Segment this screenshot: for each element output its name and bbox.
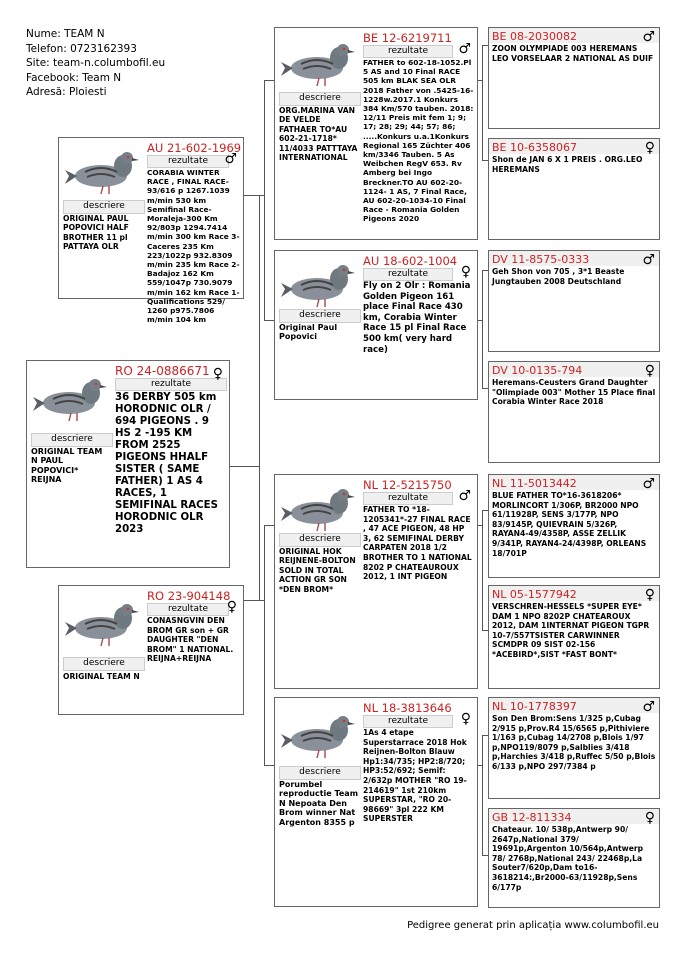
race-results: CORABIA WINTER RACE , FINAL RACE-93/616 p 1267.1039 m/min 530 km Semifinal Race-Moraleja-300 Km 92/803p 1294.7414 m/min 300 km Race 3-Caceres 235 Km 223/1022p 932.8309 m/min 235 km Race 2-Badajoz 162 Km 559/1047p 730.9079 m/min 162 km Race 1-Qualifications 529/ 1260 p975.7806 m/min 104 km: [147, 168, 240, 325]
owner-info: ORG.MARINA VAN DE VELDE FATHAER TO*AU 602-21-1718* 11/4033 PATTTAYA INTERNATIONAL: [279, 106, 358, 163]
race-results: 36 DERBY 505 km HORODNIC OLR / 694 PIGEONS . 9 HS 2 -195 KM FROM 2525 PIGEONS HHALF SISTER ( SAME FATHER) 1 AS 4 RACES, 1 SEMIFINAL RACES HORODNIC OLR 2023: [115, 392, 218, 535]
male-icon: ♂: [224, 151, 237, 167]
owner-info: ORIGINAL TEAM N PAUL POPOVICI* REIJNA: [31, 447, 103, 485]
ring-number[interactable]: RO 24-0886671: [115, 364, 210, 378]
male-icon: ♂: [642, 699, 655, 715]
descriere-label: descriere: [279, 92, 361, 106]
paternal-grandmother-card[interactable]: [274, 250, 478, 400]
ring-number[interactable]: BE 10-6358067: [492, 141, 577, 154]
ring-number[interactable]: BE 12-6219711: [363, 31, 452, 45]
owner-phone: Telefon: 0723162393: [26, 42, 137, 55]
maternal-grandmother-card[interactable]: [274, 697, 478, 907]
ancestor-card[interactable]: [488, 808, 660, 908]
mother-card[interactable]: [58, 585, 244, 715]
connector: [264, 765, 274, 766]
descriere-label: descriere: [279, 766, 361, 780]
rezultate-label: rezultate: [363, 715, 453, 728]
connector: [264, 80, 265, 320]
race-results: Fly on 2 Olr : Romania Golden Pigeon 161 place Final Race 430 km, Corabia Winter Race 15 pl Final Race 500 km( very hard race): [363, 281, 471, 355]
connector: [259, 195, 260, 600]
pigeon-photo: [279, 32, 359, 92]
descriere-label: descriere: [31, 433, 113, 447]
male-icon: ♂: [458, 41, 471, 57]
ring-number[interactable]: NL 18-3813646: [363, 701, 452, 715]
female-icon: ♀: [226, 599, 237, 615]
race-results: Shon de JAN 6 X 1 PREIS . ORG.LEO HEREMANS: [492, 155, 643, 174]
ancestor-card[interactable]: [488, 27, 660, 129]
ancestor-card[interactable]: [488, 474, 660, 578]
descriere-label: descriere: [63, 200, 145, 214]
ancestor-card[interactable]: [488, 138, 660, 240]
ring-number[interactable]: AU 21-602-1969: [147, 141, 242, 155]
rezultate-label: rezultate: [363, 492, 453, 505]
race-results: Heremans-Ceusters Grand Daughter "Olimpiade 003" Mother 15 Place final Corabia Winter Race 2018: [492, 378, 656, 407]
race-results: FATHER to 602-18-1052.Pl 5 AS and 10 Final RACE 505 km BLAK SEA OLR 2018 Father von .5425-16-1228w.2017.1 Konkurs 384 Km/570 tauben. 2018: 12/11 Preis mit fem 1; 9; 17; 28; 29; 44; 57; 86; .....Konkurs u.a.1Konkurs Regional 165 Züchter 406 km/3346 Tauben. 5 As Weibchen RegV 653. Rv Amberg bei Ingo Breckner.TO AU 602-20-1124- 1 AS, 7 Final Race, AU 602-20-1034-10 Final Race - Romania Golden Pigeons 2020: [363, 58, 474, 224]
rezultate-label: rezultate: [363, 268, 453, 281]
rezultate-label: rezultate: [147, 155, 229, 168]
owner-name: Nume: TEAM N: [26, 28, 105, 40]
ring-number[interactable]: NL 10-1778397: [492, 700, 577, 713]
male-icon: ♂: [642, 252, 655, 268]
pigeon-photo: [63, 142, 143, 198]
race-results: FATHER TO *18-1205341*-27 FINAL RACE , 47 ACE PIGEON, 48 HP 3, 62 SEMIFINAL DERBY CARPATEN 2018 1/2 BROTHER TO 1 NATIONAL 8202 P CHATEAUROUX 2012, 1 INT PIGEON: [363, 505, 472, 582]
race-results: BLUE FATHER TO*16-3618206* MORLINCORT 1/306P, BR2000 NPO 61/11928P, SENS 3/177P, NPO 83/9145P, QUIEVRAIN 5/326P, RAYAN4-49/4358P, ASSE ZELLIK 9/341P, RAYAN4-24/4398P, ORLEANS 18/701P: [492, 491, 647, 558]
rezultate-label: rezultate: [115, 378, 227, 391]
race-results: Geh Shon von 705 , 3*1 Beaste Jungtauben 2008 Deutschland: [492, 267, 625, 286]
descriere-label: descriere: [279, 533, 361, 547]
subject-card[interactable]: [26, 360, 230, 568]
rezultate-label: rezultate: [147, 603, 229, 616]
ancestor-card[interactable]: [488, 697, 660, 799]
ring-number[interactable]: NL 12-5215750: [363, 478, 452, 492]
ring-number[interactable]: AU 18-602-1004: [363, 254, 458, 268]
race-results: Son Den Brom:Sens 1/325 p,Cubag 2/915 p,Prov.R4 15/6565 p,Pithiviere 1/163 p,Cubag 14/2708 p,Blois 1/97 p,NPO119/8079 p,Salblies 3/418 p,Harchies 3/418 p,Ruffec 5/50 p,Blois 6/133 p,NPO 297/7384 p: [492, 714, 656, 771]
ring-number[interactable]: GB 12-811334: [492, 811, 572, 824]
connector: [482, 735, 483, 855]
female-icon: ♀: [644, 363, 655, 379]
ancestor-card[interactable]: [488, 250, 660, 352]
connector: [264, 525, 265, 765]
race-results: VERSCHREN-HESSELS *SUPER EYE* DAM 1 NPO 8202P CHATEAROUX 2012, DAM 1INTERNAT PIGEON TGPR 10-7/557TSISTER CARWINNER SCMDPR 09 SIST 02-156 *ACEBIRD*,SIST *FAST BONT*: [492, 602, 650, 659]
pigeon-photo: [31, 365, 111, 431]
race-results: CONASNGVIN DEN BROM GR son + GR DAUGHTER "DEN BROM" 1 NATIONAL. REIJNA+REIJNA: [147, 616, 234, 664]
maternal-grandfather-card[interactable]: [274, 474, 478, 689]
ring-number[interactable]: DV 10-0135-794: [492, 364, 583, 377]
pigeon-photo: [63, 590, 143, 656]
pigeon-photo: [279, 255, 359, 311]
ring-number[interactable]: RO 23-904148: [147, 589, 231, 603]
female-icon: ♀: [460, 264, 471, 280]
male-icon: ♂: [642, 476, 655, 492]
pigeon-photo: [279, 702, 359, 764]
connector: [229, 466, 259, 467]
male-icon: ♂: [458, 488, 471, 504]
father-card[interactable]: [58, 137, 244, 325]
pigeon-photo: [279, 479, 359, 535]
paternal-grandfather-card[interactable]: [274, 27, 478, 240]
descriere-label: descriere: [63, 657, 145, 671]
ancestor-card[interactable]: [488, 585, 660, 689]
owner-info: ORIGINAL TEAM N: [63, 672, 140, 681]
connector: [264, 320, 274, 321]
owner-site: Site: team-n.columbofil.eu: [26, 57, 166, 70]
female-icon: ♀: [212, 366, 223, 382]
connector: [482, 270, 483, 388]
connector: [244, 600, 264, 601]
connector: [264, 525, 274, 526]
female-icon: ♀: [460, 711, 471, 727]
owner-info: Porumbel reproductie Team N Nepoata Den Brom winner Nat Argenton 8355 p: [279, 780, 359, 827]
owner-facebook: Facebook: Team N: [26, 71, 122, 84]
descriere-label: descriere: [279, 309, 361, 323]
owner-info: ORIGINAL HOK REIJNENE-BOLTON SOLD IN TOTAL ACTION GR SON *DEN BROM*: [279, 547, 356, 594]
race-results: ZOON OLYMPIADE 003 HEREMANS LEO VORSELAAR 2 NATIONAL AS DUIF: [492, 44, 654, 63]
owner-info: Original Paul Popovici: [279, 323, 338, 342]
ancestor-card[interactable]: [488, 361, 660, 463]
connector: [482, 45, 483, 160]
ring-number[interactable]: NL 11-5013442: [492, 477, 577, 490]
female-icon: ♀: [644, 587, 655, 603]
footer-credit: Pedigree generat prin aplicația www.columbofil.eu: [407, 920, 659, 931]
race-results: Chateaur. 10/ 538p,Antwerp 90/ 2647p,National 379/ 19691p,Argenton 10/564p,Antwerp 78/ 2768p,National 243/ 22468p,La Souter7/620p,Dam to16-3618214:,Br2000-63/11928p,Sens 6/177p: [492, 825, 644, 892]
ring-number[interactable]: DV 11-8575-0333: [492, 253, 590, 266]
ring-number[interactable]: NL 05-1577942: [492, 588, 577, 601]
connector: [482, 510, 483, 630]
owner-info: ORIGINAL PAUL POPOVICI HALF BROTHER 11 pl PATTAYA OLR: [63, 214, 129, 252]
male-icon: ♂: [642, 29, 655, 45]
female-icon: ♀: [644, 810, 655, 826]
connector: [264, 80, 274, 81]
owner-details: [26, 27, 165, 100]
ring-number[interactable]: BE 08-2030082: [492, 30, 577, 43]
race-results: 1As 4 etape Superstarrace 2018 Hok Reijnen-Bolton Blauw Hp1:34/735; HP2:8/720; HP3:52/692; Semif: 2/632p MOTHER "RO 19-214619" 1st 210km SUPERSTAR, "RO 20-98669" 3pl 222 KM SUPERSTER: [363, 728, 467, 824]
rezultate-label: rezultate: [363, 45, 453, 58]
owner-address: Adresă: Ploiesti: [26, 86, 107, 99]
connector: [244, 195, 264, 196]
female-icon: ♀: [644, 140, 655, 156]
